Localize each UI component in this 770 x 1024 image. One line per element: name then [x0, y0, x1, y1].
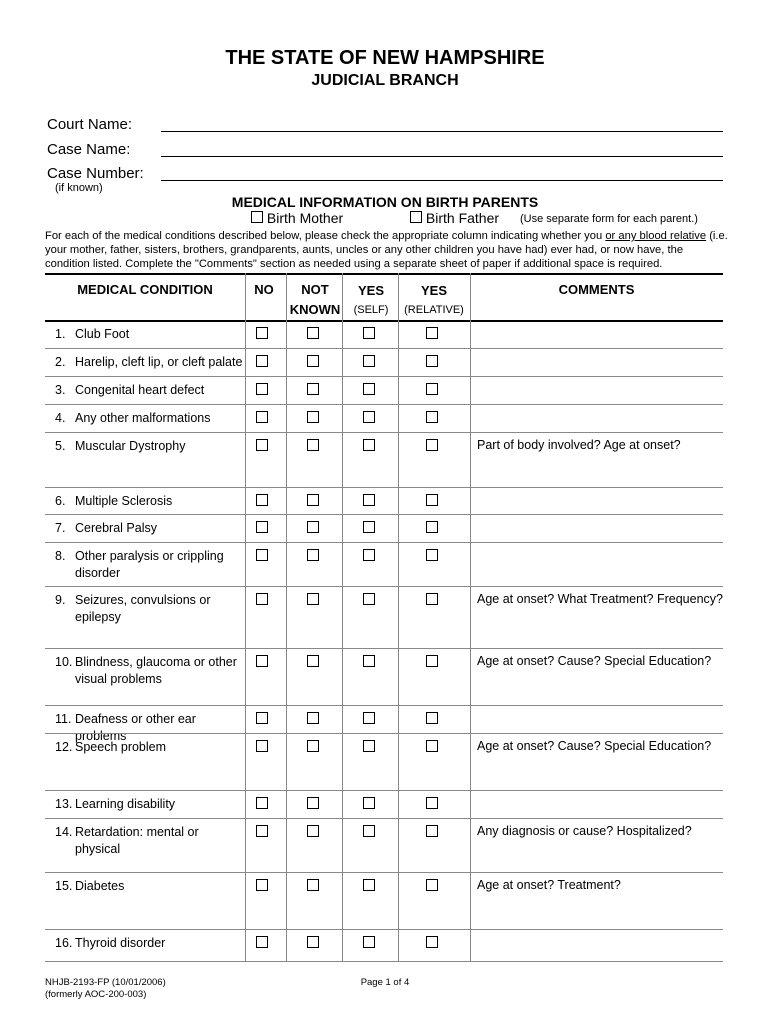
yes-self-checkbox[interactable]	[363, 655, 375, 667]
not-known-checkbox[interactable]	[307, 383, 319, 395]
condition-label: Cerebral Palsy	[75, 521, 157, 535]
page-title: THE STATE OF NEW HAMPSHIRE	[225, 47, 545, 69]
row-divider	[45, 542, 723, 543]
condition-number: 14.	[55, 825, 73, 839]
comment-cell[interactable]: Age at onset? What Treatment? Frequency?	[477, 592, 723, 606]
header-known: KNOWN	[289, 302, 341, 317]
no-checkbox[interactable]	[256, 655, 268, 667]
comment-cell[interactable]: Part of body involved? Age at onset?	[477, 438, 681, 452]
yes-self-checkbox[interactable]	[363, 593, 375, 605]
condition-number: 11.	[55, 712, 72, 726]
instructions-text-2: (i.e. your mother, father, sisters, brothers, grandparents, aunts, uncles or any other children you have had) ever had, or now have, the condition listed. Complete the "Comments" section as needed using a separate sheet of paper if additional space is required.	[45, 230, 728, 270]
comment-cell[interactable]: Age at onset? Cause? Special Education?	[477, 654, 712, 668]
row-divider	[45, 348, 723, 349]
not-known-checkbox[interactable]	[307, 494, 319, 506]
yes-relative-checkbox[interactable]	[426, 655, 438, 667]
condition-label: Retardation: mental or physical	[75, 825, 199, 856]
not-known-checkbox[interactable]	[307, 411, 319, 423]
yes-relative-checkbox[interactable]	[426, 327, 438, 339]
no-checkbox[interactable]	[256, 879, 268, 891]
if-known-note: (if known)	[55, 182, 103, 194]
condition-label: Club Foot	[75, 327, 130, 341]
yes-relative-checkbox[interactable]	[426, 355, 438, 367]
no-checkbox[interactable]	[256, 740, 268, 752]
yes-self-checkbox[interactable]	[363, 521, 375, 533]
row-divider	[45, 705, 723, 706]
yes-self-checkbox[interactable]	[363, 494, 375, 506]
formerly-id: (formerly AOC-200-003)	[45, 989, 147, 1000]
birth-mother-label: Birth Mother	[266, 210, 344, 226]
yes-relative-checkbox[interactable]	[426, 411, 438, 423]
yes-self-checkbox[interactable]	[363, 383, 375, 395]
row-divider	[45, 733, 723, 734]
header-relative: (RELATIVE)	[404, 304, 464, 316]
no-checkbox[interactable]	[256, 355, 268, 367]
condition-label: Learning disability	[75, 797, 176, 811]
header-not: NOT	[301, 282, 329, 297]
birth-mother-checkbox[interactable]	[251, 211, 263, 223]
condition-number: 2.	[55, 355, 66, 369]
condition-number: 7.	[55, 521, 66, 535]
condition-cell	[55, 654, 245, 688]
form-id: NHJB-2193-FP (10/01/2006)	[45, 977, 166, 988]
row-divider	[45, 818, 723, 819]
row-divider	[45, 487, 723, 488]
no-checkbox[interactable]	[256, 439, 268, 451]
birth-mother-option[interactable]	[251, 210, 343, 226]
header-no: NO	[254, 282, 274, 297]
yes-relative-checkbox[interactable]	[426, 712, 438, 724]
condition-label: Congenital heart defect	[75, 383, 205, 397]
condition-cell	[55, 520, 245, 537]
yes-relative-checkbox[interactable]	[426, 593, 438, 605]
condition-cell	[55, 739, 245, 756]
no-checkbox[interactable]	[256, 383, 268, 395]
instructions-underlined: or any blood relative	[605, 230, 707, 242]
yes-self-checkbox[interactable]	[363, 712, 375, 724]
no-checkbox[interactable]	[256, 825, 268, 837]
birth-father-option[interactable]	[410, 210, 499, 226]
yes-self-checkbox[interactable]	[363, 879, 375, 891]
condition-number: 4.	[55, 411, 66, 425]
not-known-checkbox[interactable]	[307, 549, 319, 561]
condition-cell	[55, 935, 245, 952]
condition-cell	[55, 493, 245, 510]
yes-self-checkbox[interactable]	[363, 439, 375, 451]
condition-number: 1.	[55, 327, 66, 341]
header-medical-condition: MEDICAL CONDITION	[77, 282, 213, 297]
birth-father-checkbox[interactable]	[410, 211, 422, 223]
no-checkbox[interactable]	[256, 549, 268, 561]
header-yes-self: YES	[357, 283, 384, 298]
case-name-label: Case Name:	[47, 141, 131, 158]
yes-relative-checkbox[interactable]	[426, 879, 438, 891]
no-checkbox[interactable]	[256, 521, 268, 533]
row-divider	[45, 376, 723, 377]
no-checkbox[interactable]	[256, 411, 268, 423]
condition-number: 16.	[55, 936, 73, 950]
condition-number: 12.	[55, 740, 73, 754]
condition-label: Any other malformations	[75, 411, 211, 425]
condition-number: 13.	[55, 797, 73, 811]
condition-number: 8.	[55, 549, 66, 563]
birth-father-label: Birth Father	[425, 210, 500, 226]
row-divider	[45, 648, 723, 649]
table-header-rule	[45, 320, 723, 322]
no-checkbox[interactable]	[256, 494, 268, 506]
instructions	[45, 229, 730, 271]
condition-number: 15.	[55, 879, 73, 893]
not-known-checkbox[interactable]	[307, 879, 319, 891]
condition-number: 6.	[55, 494, 66, 508]
row-divider	[45, 929, 723, 930]
row-divider	[45, 790, 723, 791]
condition-label: Deafness or other ear problems	[75, 712, 196, 743]
court-name-field[interactable]	[161, 131, 723, 132]
condition-number: 10.	[55, 655, 73, 669]
condition-number: 5.	[55, 439, 66, 453]
row-divider	[45, 514, 723, 515]
comment-cell[interactable]: Any diagnosis or cause? Hospitalized?	[477, 824, 692, 838]
not-known-checkbox[interactable]	[307, 825, 319, 837]
separate-form-note: (Use separate form for each parent.)	[520, 213, 698, 225]
condition-label: Other paralysis or crippling disorder	[75, 549, 224, 580]
condition-cell	[55, 878, 245, 895]
not-known-checkbox[interactable]	[307, 327, 319, 339]
header-yes-relative: YES	[420, 283, 447, 298]
yes-relative-checkbox[interactable]	[426, 936, 438, 948]
comment-cell[interactable]: Age at onset? Cause? Special Education?	[477, 739, 712, 753]
row-divider	[45, 961, 723, 962]
condition-label: Thyroid disorder	[75, 936, 166, 950]
yes-self-checkbox[interactable]	[363, 825, 375, 837]
not-known-checkbox[interactable]	[307, 655, 319, 667]
no-checkbox[interactable]	[256, 936, 268, 948]
not-known-checkbox[interactable]	[307, 740, 319, 752]
page-subtitle: JUDICIAL BRANCH	[311, 72, 459, 89]
condition-label: Seizures, convulsions or epilepsy	[75, 593, 211, 624]
case-name-field[interactable]	[161, 156, 723, 157]
yes-relative-checkbox[interactable]	[426, 521, 438, 533]
comment-cell[interactable]: Age at onset? Treatment?	[477, 878, 621, 892]
condition-label: Diabetes	[75, 879, 125, 893]
not-known-checkbox[interactable]	[307, 521, 319, 533]
yes-self-checkbox[interactable]	[363, 549, 375, 561]
condition-cell	[55, 326, 245, 343]
condition-label: Harelip, cleft lip, or cleft palate	[75, 355, 243, 369]
no-checkbox[interactable]	[256, 712, 268, 724]
yes-relative-checkbox[interactable]	[426, 825, 438, 837]
header-comments: COMMENTS	[558, 282, 635, 297]
condition-label: Blindness, glaucoma or other visual problems	[75, 655, 237, 686]
yes-relative-checkbox[interactable]	[426, 740, 438, 752]
condition-cell	[55, 592, 245, 626]
case-number-label: Case Number:	[47, 165, 144, 182]
not-known-checkbox[interactable]	[307, 712, 319, 724]
yes-self-checkbox[interactable]	[363, 936, 375, 948]
condition-label: Speech problem	[75, 740, 167, 754]
yes-relative-checkbox[interactable]	[426, 383, 438, 395]
no-checkbox[interactable]	[256, 797, 268, 809]
header-self: (SELF)	[353, 304, 389, 316]
yes-relative-checkbox[interactable]	[426, 439, 438, 451]
condition-number: 3.	[55, 383, 66, 397]
condition-cell	[55, 796, 245, 813]
no-checkbox[interactable]	[256, 593, 268, 605]
condition-label: Muscular Dystrophy	[75, 439, 186, 453]
page-number: Page 1 of 4	[360, 977, 410, 988]
no-checkbox[interactable]	[256, 327, 268, 339]
case-number-field[interactable]	[161, 180, 723, 181]
not-known-checkbox[interactable]	[307, 355, 319, 367]
instructions-text-1: For each of the medical conditions described below, please check the appropriate column indicating whether you	[45, 230, 606, 242]
yes-self-checkbox[interactable]	[363, 740, 375, 752]
not-known-checkbox[interactable]	[307, 797, 319, 809]
table-top-rule	[45, 273, 723, 275]
not-known-checkbox[interactable]	[307, 593, 319, 605]
yes-relative-checkbox[interactable]	[426, 494, 438, 506]
condition-cell	[55, 438, 245, 455]
section-title: MEDICAL INFORMATION ON BIRTH PARENTS	[231, 194, 539, 210]
court-name-label: Court Name:	[47, 116, 133, 133]
condition-cell	[55, 382, 245, 399]
yes-self-checkbox[interactable]	[363, 327, 375, 339]
condition-cell	[55, 410, 245, 427]
condition-number: 9.	[55, 593, 66, 607]
not-known-checkbox[interactable]	[307, 439, 319, 451]
row-divider	[45, 404, 723, 405]
condition-label: Multiple Sclerosis	[75, 494, 173, 508]
yes-relative-checkbox[interactable]	[426, 797, 438, 809]
yes-relative-checkbox[interactable]	[426, 549, 438, 561]
not-known-checkbox[interactable]	[307, 936, 319, 948]
yes-self-checkbox[interactable]	[363, 797, 375, 809]
yes-self-checkbox[interactable]	[363, 411, 375, 423]
condition-cell	[55, 354, 245, 371]
condition-cell	[55, 548, 245, 582]
row-divider	[45, 432, 723, 433]
yes-self-checkbox[interactable]	[363, 355, 375, 367]
row-divider	[45, 586, 723, 587]
condition-cell	[55, 824, 245, 858]
row-divider	[45, 872, 723, 873]
